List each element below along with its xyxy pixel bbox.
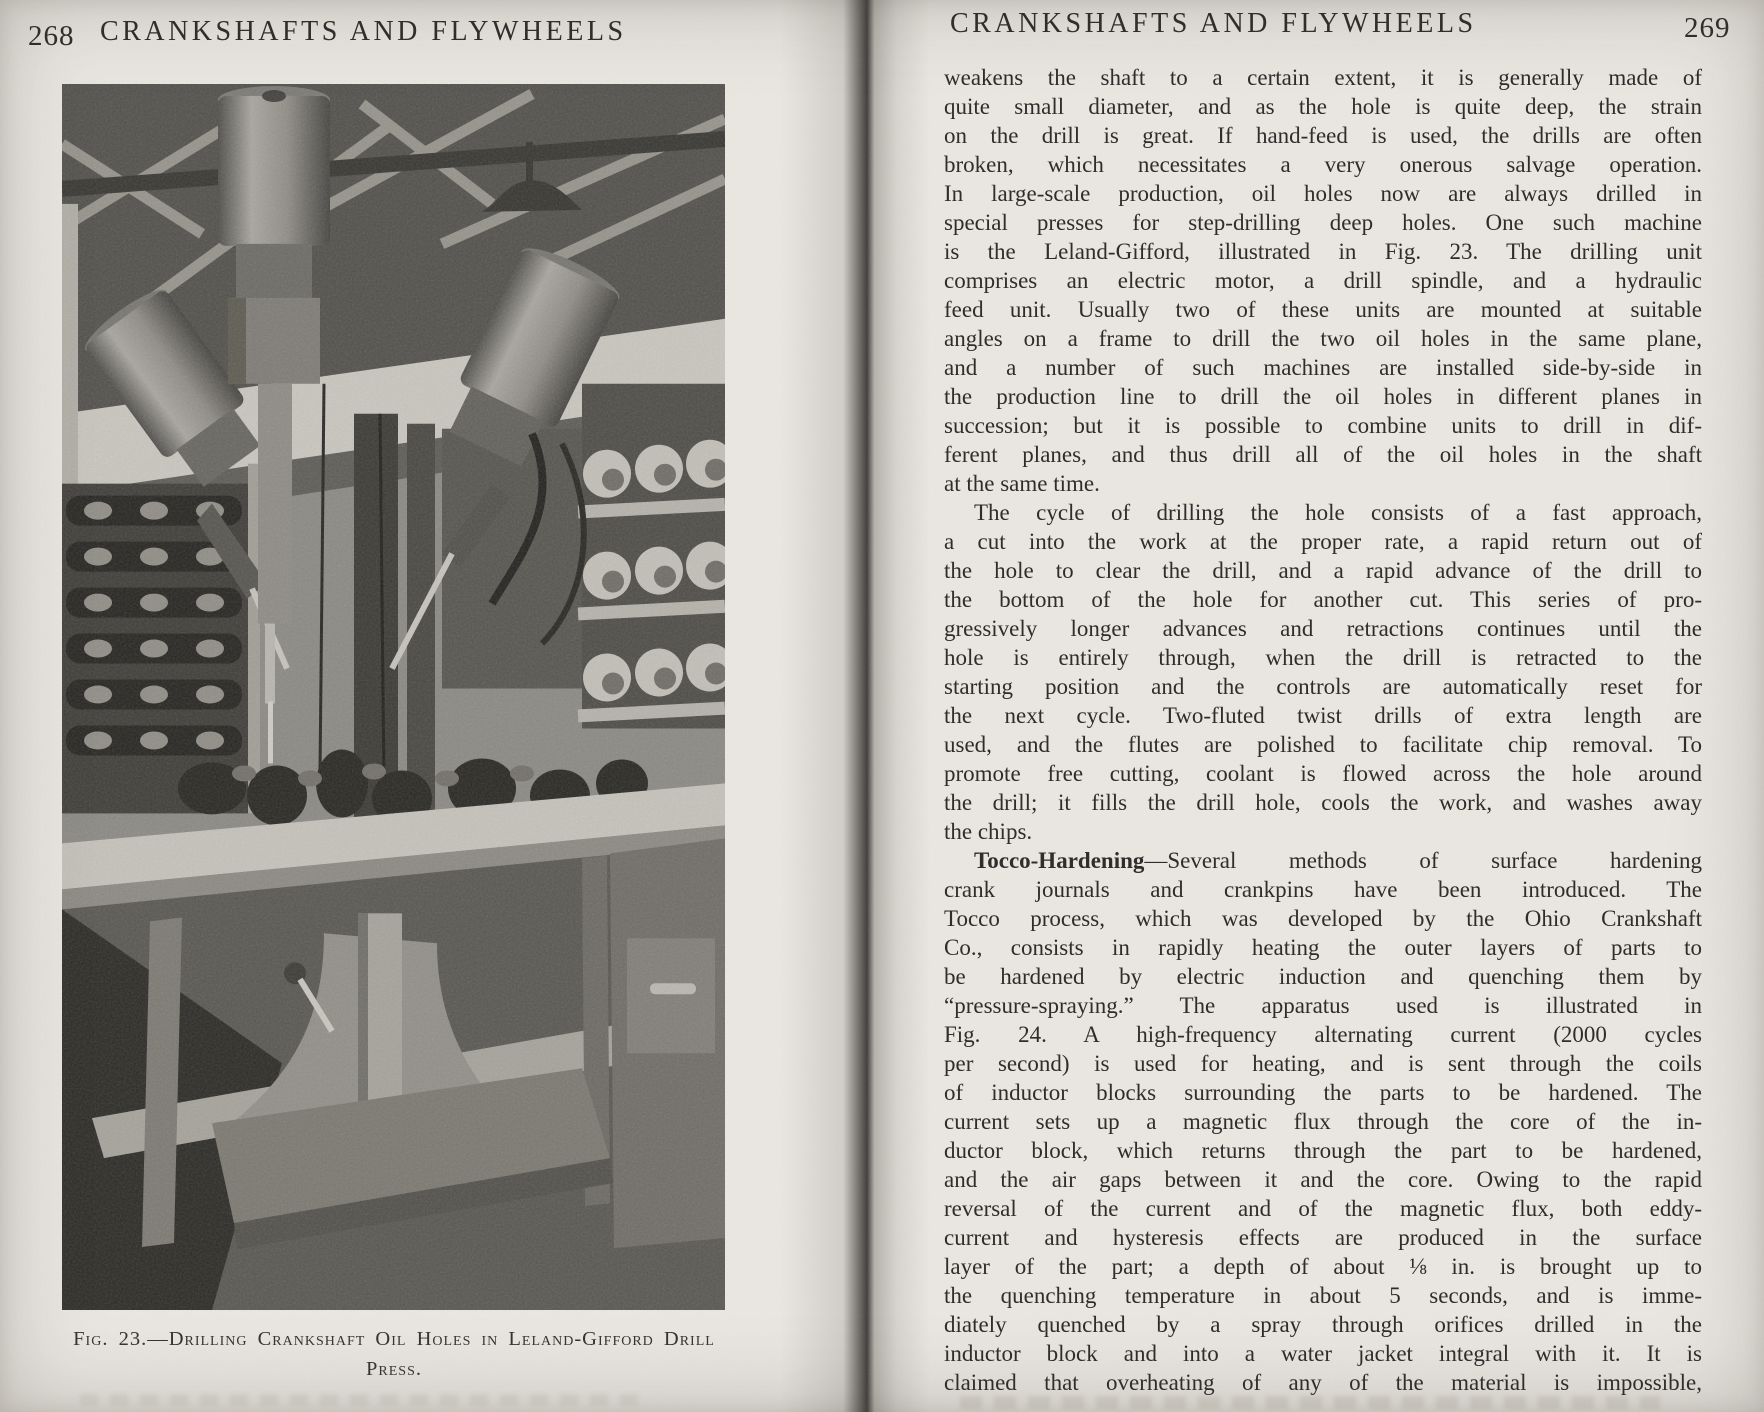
text-line: and a number of such machines are installed side-by-side in [944, 355, 1702, 380]
text-line: the bottom of the hole for another cut. This series of pro- [944, 587, 1702, 612]
running-head-left: CRANKSHAFTS AND FLYWHEELS [100, 16, 627, 47]
text-line: is the Leland-Gifford, illustrated in Fig. 23. The drilling unit [944, 239, 1702, 264]
page-number-right: 269 [1684, 12, 1731, 44]
text-line: Tocco-Hardening—Several methods of surface hardening [974, 848, 1702, 873]
text-line: the drill; it fills the drill hole, cools the work, and washes away [944, 790, 1702, 815]
text-line: used, and the flutes are polished to facilitate chip removal. To [944, 732, 1702, 757]
figure-caption-line: Press. [366, 1358, 422, 1380]
text-line: quite small diameter, and as the hole is quite deep, the strain [944, 94, 1702, 119]
figure-photo [62, 84, 725, 1310]
text-line: broken, which necessitates a very onerous salvage operation. [944, 152, 1702, 177]
text-line: Fig. 24. A high-frequency alternating current (2000 cycles [944, 1022, 1702, 1047]
text-line: crank journals and crankpins have been introduced. The [944, 877, 1702, 902]
body-text [944, 63, 1702, 1397]
text-line: per second) is used for heating, and is sent through the coils [944, 1051, 1702, 1076]
text-line: the next cycle. Two-fluted twist drills of extra length are [944, 703, 1702, 728]
section-heading: Tocco-Hardening [974, 848, 1145, 873]
text-line: “pressure-spraying.” The apparatus used is illustrated in [944, 993, 1702, 1018]
text-line: current and hysteresis effects are produced in the surface [944, 1225, 1702, 1250]
text-line: ferent planes, and thus drill all of the oil holes in the shaft [944, 442, 1702, 467]
text-line: the quenching temperature in about 5 seconds, and is imme- [944, 1283, 1702, 1308]
text-line: the chips. [944, 819, 1033, 844]
text-line: In large-scale production, oil holes now are always drilled in [944, 181, 1702, 206]
text-line: of inductor blocks surrounding the parts to be hardened. The [944, 1080, 1702, 1105]
text-line: claimed that overheating of any of the material is impossible, [944, 1370, 1702, 1395]
text-line: the hole to clear the drill, and a rapid advance of the drill to [944, 558, 1702, 583]
text-line: special presses for step-drilling deep holes. One such machine [944, 210, 1702, 235]
page-bleedthrough-left [80, 1394, 640, 1406]
text-line: at the same time. [944, 471, 1100, 496]
text-line: weakens the shaft to a certain extent, it is generally made of [944, 65, 1702, 90]
text-line: ductor block, which returns through the part to be hardened, [944, 1138, 1702, 1163]
figure-caption [26, 1324, 762, 1384]
text-line: feed unit. Usually two of these units are mounted at suitable [944, 297, 1702, 322]
text-line: current sets up a magnetic flux through the core of the in- [944, 1109, 1702, 1134]
text-line: Tocco process, which was developed by the Ohio Crankshaft [944, 906, 1702, 931]
text-line: diately quenched by a spray through orifices drilled in the [944, 1312, 1702, 1337]
text-line: comprises an electric motor, a drill spindle, and a hydraulic [944, 268, 1702, 293]
paragraph [944, 63, 1702, 498]
text-line: angles on a frame to drill the two oil holes in the same plane, [944, 326, 1702, 351]
book-gutter [780, 0, 930, 1412]
text-line: starting position and the controls are automatically reset for [944, 674, 1702, 699]
text-line: hole is entirely through, when the drill is retracted to the [944, 645, 1702, 670]
text-line: gressively longer advances and retractions continues until the [944, 616, 1702, 641]
paragraph [944, 498, 1702, 846]
text-line: a cut into the work at the proper rate, a rapid return out of [944, 529, 1702, 554]
text-line: inductor block and into a water jacket integral with it. It is [944, 1341, 1702, 1366]
text-line: on the drill is great. If hand-feed is used, the drills are often [944, 123, 1702, 148]
figure-caption-line: Fig. 23.—Drilling Crankshaft Oil Holes in Leland-Gifford Drill [73, 1328, 715, 1350]
page-number-left: 268 [28, 20, 75, 52]
figure-photo-svg [62, 84, 725, 1310]
running-head-right: CRANKSHAFTS AND FLYWHEELS [950, 8, 1477, 39]
page-bleedthrough-right [960, 1396, 1660, 1409]
text-line: promote free cutting, coolant is flowed across the hole around [944, 761, 1702, 786]
text-line: succession; but it is possible to combine units to drill in dif- [944, 413, 1702, 438]
text-line: The cycle of drilling the hole consists of a fast approach, [974, 500, 1702, 525]
text-line: reversal of the current and of the magnetic flux, both eddy- [944, 1196, 1702, 1221]
text-line: layer of the part; a depth of about ⅛ in. is brought up to [944, 1254, 1702, 1279]
text-line: Co., consists in rapidly heating the outer layers of parts to [944, 935, 1702, 960]
paragraph [944, 846, 1702, 1397]
text-line: the production line to drill the oil holes in different planes in [944, 384, 1702, 409]
text-line: and the air gaps between it and the core. Owing to the rapid [944, 1167, 1702, 1192]
text-line: be hardened by electric induction and quenching them by [944, 964, 1702, 989]
